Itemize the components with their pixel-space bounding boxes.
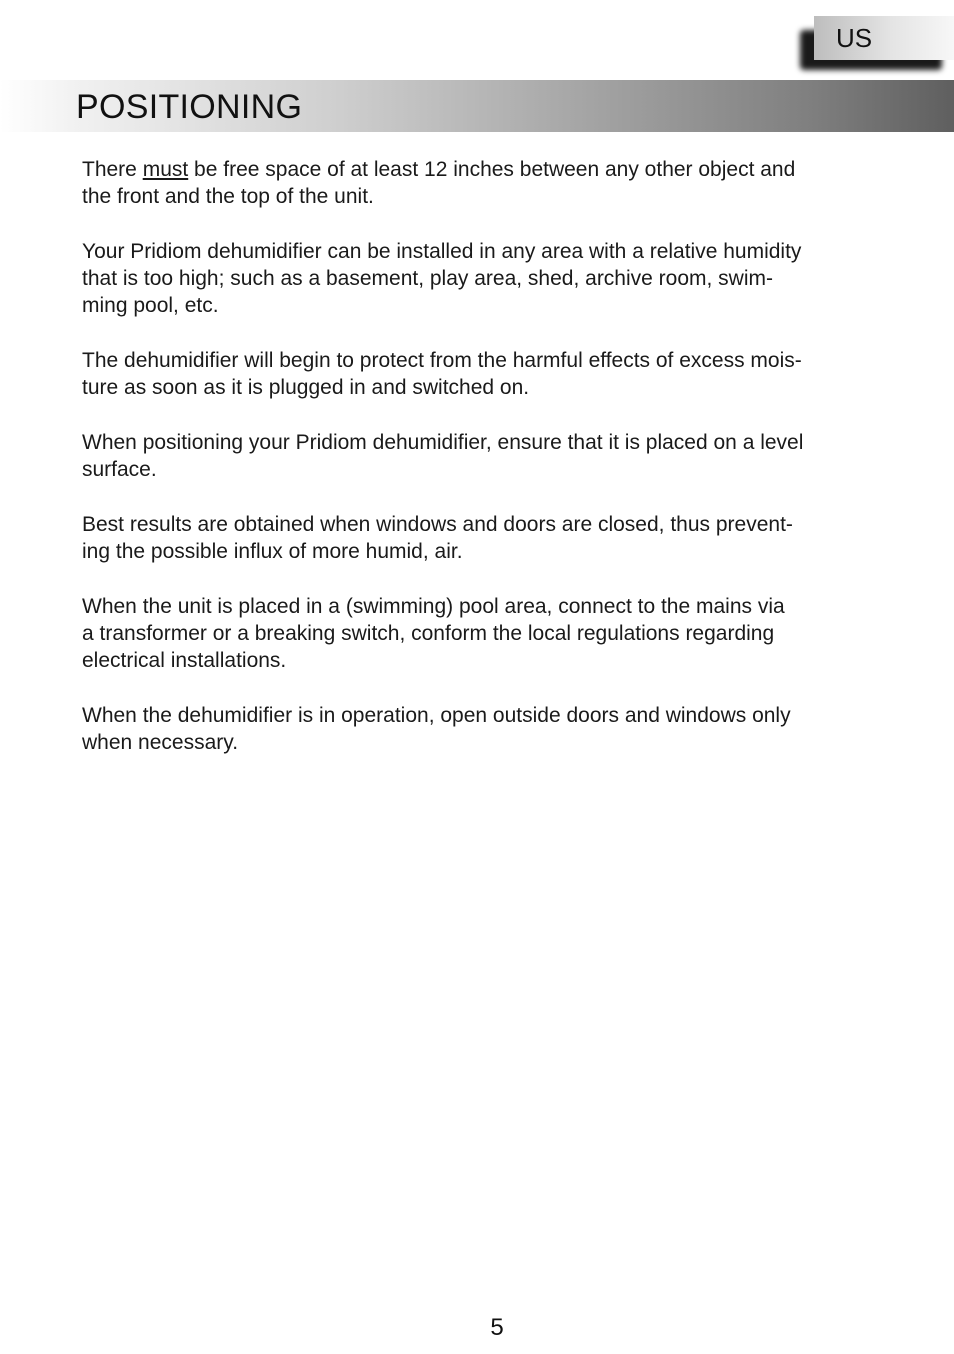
paragraph-operation [82,702,882,757]
paragraph-line: electrical installations. [82,649,287,673]
paragraph-line: the front and the top of the unit. [82,185,374,209]
paragraph-line: When the dehumidifier is in operation, open outside doors and windows only [82,703,791,727]
paragraph-line: When the unit is placed in a (swimming) pool area, connect to the mains via [82,594,785,618]
paragraph-line: that is too high; such as a basement, play area, shed, archive room, swim- [82,267,774,291]
paragraph-line: The dehumidifier will begin to protect from the harmful effects of excess mois- [82,349,802,373]
paragraph-line: When positioning your Pridiom dehumidifier, ensure that it is placed on a level [82,430,804,454]
paragraph-free-space [82,156,882,211]
paragraph-line: ture as soon as it is plugged in and switched on. [82,376,530,400]
page-number: 5 [490,1314,504,1341]
paragraph-line: surface. [82,458,157,482]
body-text [82,156,882,784]
paragraph-line: ming pool, etc. [82,294,219,318]
paragraph-line: a transformer or a breaking switch, conform the local regulations regarding [82,622,775,646]
paragraph-line: ing the possible influx of more humid, air. [82,540,463,564]
paragraph-line: when necessary. [82,731,239,755]
page-title: POSITIONING [76,88,303,126]
paragraph-pool-area [82,593,882,675]
paragraph-level-surface [82,429,882,484]
language-label: US [836,22,873,53]
paragraph-line: There must be free space of at least 12 inches between any other object and [82,158,796,181]
paragraph-protection-start [82,347,882,402]
paragraph-line: Your Pridiom dehumidifier can be installed in any area with a relative humidity [82,239,802,263]
paragraph-best-results [82,511,882,566]
paragraph-line: Best results are obtained when windows and doors are closed, thus prevent- [82,512,793,536]
language-tab [814,16,954,60]
paragraph-installation-areas [82,238,882,320]
emphasis-must: must [142,158,189,181]
